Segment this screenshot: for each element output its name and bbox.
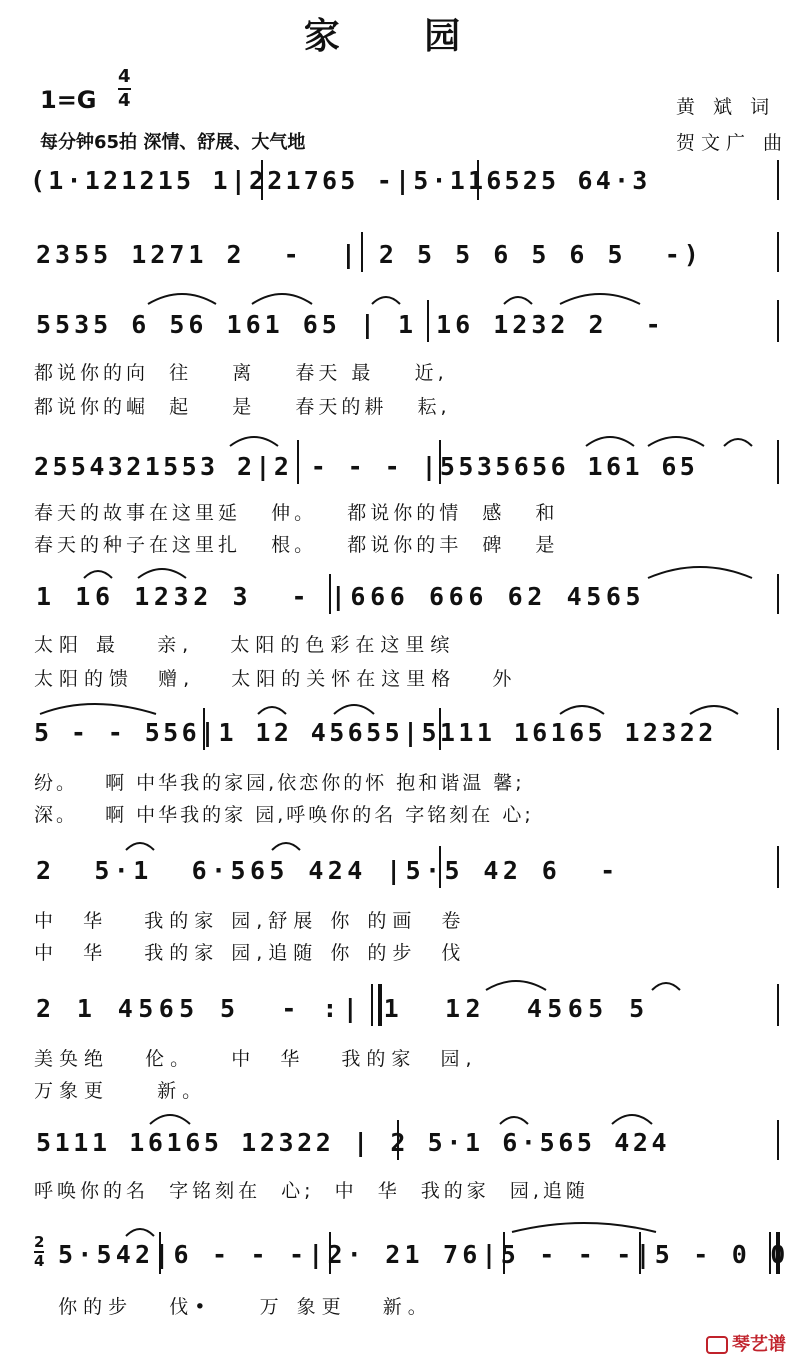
notes-line-2: 2355 1271 2 - | 2 5 5 6 5 6 5 -) <box>36 240 703 269</box>
lyricist-credit: 黄 斌 词 <box>676 96 776 118</box>
lyrics-line-9: 呼唤你的名 字铭刻在 心; 中 华 我的家 园,追随 <box>34 1180 589 1202</box>
lyrics-line-3-verse-2: 都说你的崛 起 是 春天的耕 耘, <box>34 396 451 418</box>
lyrics-line-6-verse-2: 深。 啊 中华我的家 园,呼唤你的名 字铭刻在 心; <box>34 804 534 826</box>
lyrics-line-7-verse-1: 中 华 我的家 园,舒展 你 的画 卷 <box>34 910 467 932</box>
watermark-text: 琴艺谱 <box>732 1334 786 1355</box>
notes-line-6: 5 - - 556|1 12 45655|5111 16165 12322 <box>34 718 717 747</box>
composer-credit: 贺文广 曲 <box>676 132 789 154</box>
time-change-2-4: 2 4 <box>34 1233 45 1270</box>
notes-line-1: (1·121215 1|221765 -|5·116525 64·3 <box>30 166 651 195</box>
lyrics-line-7-verse-2: 中 华 我的家 园,追随 你 的步 伐 <box>34 942 467 964</box>
lyrics-line-6-verse-1: 纷。 啊 中华我的家园,依恋你的怀 抱和谐温 馨; <box>34 772 525 794</box>
notes-line-4: 2554321553 2|2 - - - |5535656 161 65 <box>34 452 699 481</box>
song-title: 家 园 <box>303 16 497 57</box>
lyrics-line-8-verse-1: 美奂绝 伦。 中 华 我的家 园, <box>34 1048 478 1070</box>
notes-line-10: 5·542|6 - - -|2· 21 76|5 - - -|5 - 0 0 <box>58 1240 790 1269</box>
notes-line-8: 2 1 4565 5 - :| 1 12 4565 5 <box>36 994 650 1023</box>
lyrics-line-10: 你的步 伐• 万 象更 新。 <box>34 1296 433 1318</box>
lyrics-line-3-verse-1: 都说你的向 往 离 春天 最 近, <box>34 362 448 384</box>
lyrics-line-5-verse-2: 太阳的馈 赠, 太阳的关怀在这里格 外 <box>34 668 518 690</box>
lyrics-line-4-verse-2: 春天的种子在这里扎 根。 都说你的丰 碑 是 <box>34 534 559 556</box>
notes-line-7: 2 5·1 6·565 424 |5·5 42 6 - <box>36 856 620 885</box>
logo-icon <box>706 1336 728 1354</box>
lyrics-line-5-verse-1: 太阳 最 亲, 太阳的色彩在这里缤 <box>34 634 456 656</box>
tempo-marking: 每分钟65拍 深情、舒展、大气地 <box>40 132 306 153</box>
time-signature-bottom: 4 <box>118 90 131 111</box>
key-signature: 1=G <box>40 86 97 114</box>
notes-line-9: 5111 16165 12322 | 2 5·1 6·565 424 <box>36 1128 671 1157</box>
time-signature-top: 4 <box>118 66 131 87</box>
notes-line-5: 1 16 1232 3 - |666 666 62 4565 <box>36 582 646 611</box>
lyrics-line-4-verse-1: 春天的故事在这里延 伸。 都说你的情 感 和 <box>34 502 559 524</box>
notes-line-3: 5535 6 56 161 65 | 1 16 1232 2 - <box>36 310 665 339</box>
site-watermark <box>706 1330 786 1356</box>
lyrics-line-8-verse-2: 万象更 新。 <box>34 1080 208 1102</box>
